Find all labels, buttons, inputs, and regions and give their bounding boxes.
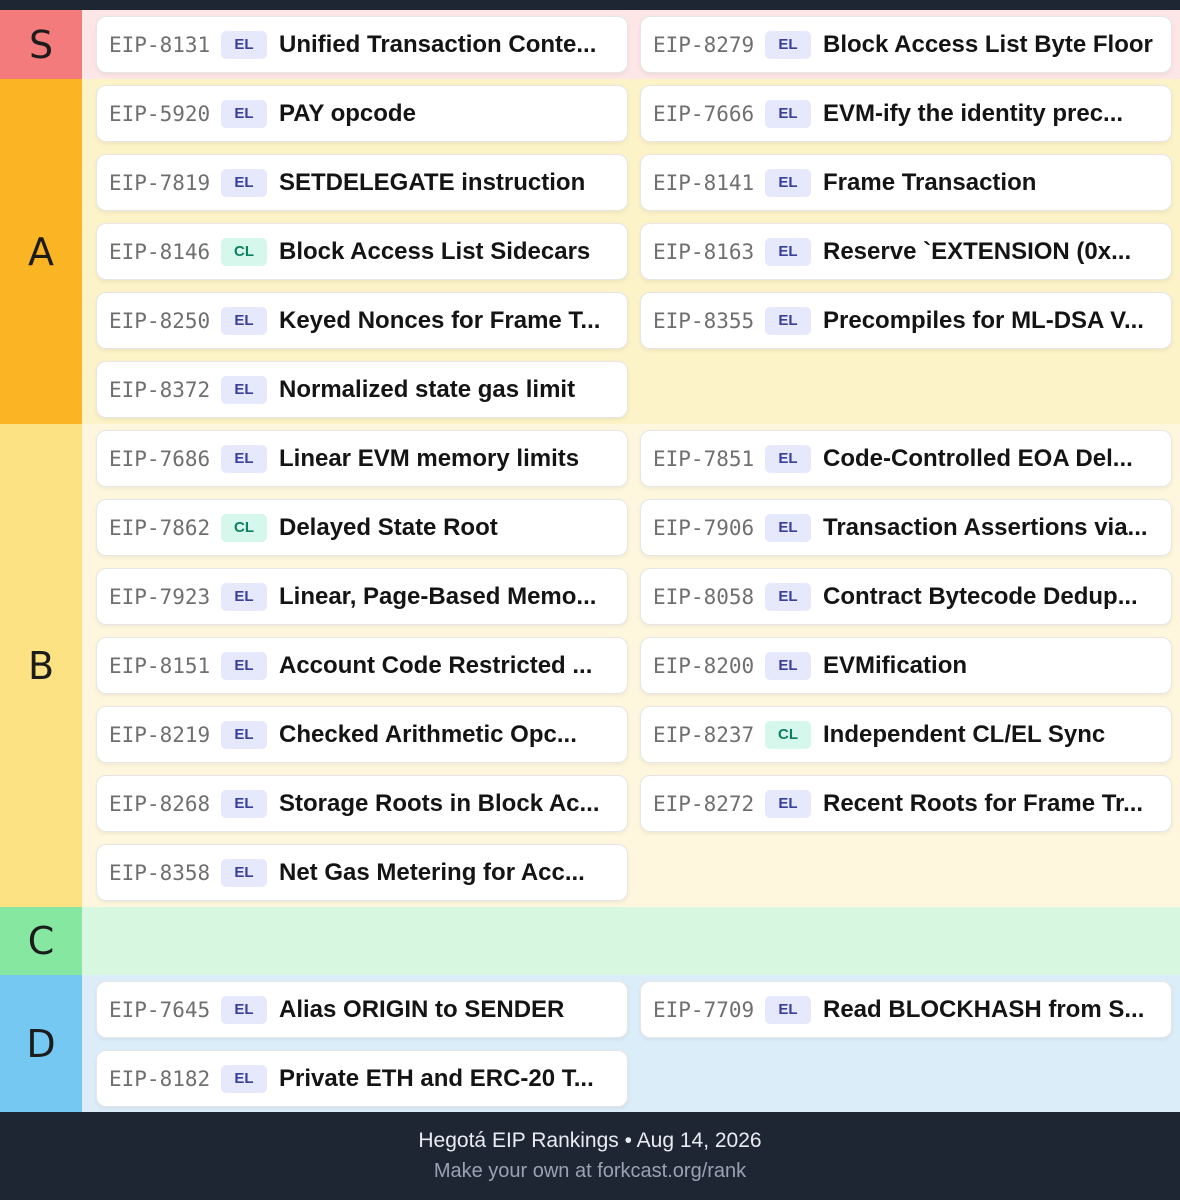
- layer-badge: EL: [221, 790, 267, 818]
- tier-b-row: [0, 424, 1180, 907]
- eip-title: SETDELEGATE instruction: [279, 168, 586, 196]
- layer-badge: EL: [221, 859, 267, 887]
- eip-number: EIP-8163: [653, 239, 755, 264]
- layer-badge: EL: [221, 307, 267, 335]
- eip-number: EIP-8237: [653, 722, 755, 747]
- layer-badge: CL: [221, 514, 267, 542]
- eip-card[interactable]: [640, 154, 1172, 211]
- eip-number: EIP-8268: [109, 791, 211, 816]
- eip-number: EIP-7645: [109, 997, 211, 1022]
- eip-number: EIP-7666: [653, 101, 755, 126]
- eip-card[interactable]: [640, 85, 1172, 142]
- eip-number: EIP-8250: [109, 308, 211, 333]
- eip-number: EIP-8219: [109, 722, 211, 747]
- eip-title: Read BLOCKHASH from S...: [823, 995, 1145, 1023]
- layer-badge: EL: [765, 31, 811, 59]
- layer-badge: EL: [765, 238, 811, 266]
- layer-badge: EL: [221, 376, 267, 404]
- eip-title: Net Gas Metering for Acc...: [279, 858, 585, 886]
- layer-badge: CL: [765, 721, 811, 749]
- eip-card[interactable]: [640, 16, 1172, 73]
- tier-a-cards: [82, 79, 1180, 424]
- eip-number: EIP-7819: [109, 170, 211, 195]
- eip-card[interactable]: [96, 292, 628, 349]
- eip-number: EIP-8131: [109, 32, 211, 57]
- eip-card[interactable]: [96, 981, 628, 1038]
- eip-card[interactable]: [96, 568, 628, 625]
- eip-number: EIP-7686: [109, 446, 211, 471]
- eip-card[interactable]: [640, 981, 1172, 1038]
- eip-number: EIP-8182: [109, 1066, 211, 1091]
- eip-title: Checked Arithmetic Opc...: [279, 720, 577, 748]
- eip-number: EIP-8355: [653, 308, 755, 333]
- layer-badge: EL: [765, 790, 811, 818]
- eip-card[interactable]: [640, 292, 1172, 349]
- eip-card[interactable]: [640, 223, 1172, 280]
- eip-card[interactable]: [640, 499, 1172, 556]
- layer-badge: EL: [765, 996, 811, 1024]
- footer-link-text[interactable]: Make your own at forkcast.org/rank: [433, 1160, 747, 1182]
- eip-title: Independent CL/EL Sync: [823, 720, 1106, 748]
- eip-title: Unified Transaction Conte...: [279, 30, 597, 58]
- tier-b-cards: [82, 424, 1180, 907]
- eip-title: EVM-ify the identity prec...: [823, 99, 1124, 127]
- eip-card[interactable]: [96, 1050, 628, 1107]
- tier-a-row: [0, 79, 1180, 424]
- eip-title: Precompiles for ML-DSA V...: [823, 306, 1144, 334]
- eip-card[interactable]: [640, 637, 1172, 694]
- eip-card[interactable]: [96, 361, 628, 418]
- eip-title: Contract Bytecode Dedup...: [823, 582, 1138, 610]
- eip-card[interactable]: [96, 223, 628, 280]
- eip-title: Delayed State Root: [279, 513, 498, 541]
- eip-number: EIP-7923: [109, 584, 211, 609]
- footer: [0, 1112, 1180, 1200]
- eip-title: Storage Roots in Block Ac...: [279, 789, 600, 817]
- eip-title: Frame Transaction: [823, 168, 1037, 196]
- eip-title: Reserve `EXTENSION (0x...: [823, 237, 1132, 265]
- tier-c-cards: [82, 907, 1180, 975]
- eip-number: EIP-7851: [653, 446, 755, 471]
- eip-title: Linear, Page-Based Memo...: [279, 582, 597, 610]
- eip-title: Recent Roots for Frame Tr...: [823, 789, 1144, 817]
- eip-card[interactable]: [96, 85, 628, 142]
- layer-badge: EL: [221, 1065, 267, 1093]
- eip-card[interactable]: [96, 844, 628, 901]
- eip-card[interactable]: [640, 775, 1172, 832]
- eip-title: Keyed Nonces for Frame T...: [279, 306, 601, 334]
- layer-badge: EL: [765, 445, 811, 473]
- tier-d-cards: [82, 975, 1180, 1112]
- top-strip: [0, 0, 1180, 10]
- eip-title: EVMification: [823, 651, 968, 679]
- eip-number: EIP-8279: [653, 32, 755, 57]
- layer-badge: EL: [765, 169, 811, 197]
- eip-title: Account Code Restricted ...: [279, 651, 593, 679]
- tier-c-label: C: [0, 907, 82, 975]
- eip-title: Private ETH and ERC-20 T...: [279, 1064, 594, 1092]
- tier-a-label: A: [0, 79, 82, 424]
- layer-badge: CL: [221, 238, 267, 266]
- eip-card[interactable]: [96, 637, 628, 694]
- eip-card[interactable]: [640, 430, 1172, 487]
- eip-card[interactable]: [96, 499, 628, 556]
- eip-title: Transaction Assertions via...: [823, 513, 1148, 541]
- eip-title: Linear EVM memory limits: [279, 444, 580, 472]
- layer-badge: EL: [221, 31, 267, 59]
- tier-s-label: S: [0, 10, 82, 79]
- eip-title: Code-Controlled EOA Del...: [823, 444, 1133, 472]
- eip-card[interactable]: [640, 568, 1172, 625]
- layer-badge: EL: [765, 583, 811, 611]
- eip-title: Block Access List Byte Floor: [823, 30, 1153, 58]
- layer-badge: EL: [765, 514, 811, 542]
- tier-s-row: [0, 10, 1180, 79]
- eip-number: EIP-5920: [109, 101, 211, 126]
- layer-badge: EL: [221, 169, 267, 197]
- layer-badge: EL: [221, 996, 267, 1024]
- footer-title: Hegotá EIP Rankings • Aug 14, 2026: [418, 1129, 762, 1152]
- eip-number: EIP-8200: [653, 653, 755, 678]
- eip-card[interactable]: [96, 154, 628, 211]
- eip-number: EIP-8272: [653, 791, 755, 816]
- eip-number: EIP-8141: [653, 170, 755, 195]
- eip-title: Block Access List Sidecars: [279, 237, 591, 265]
- eip-number: EIP-8058: [653, 584, 755, 609]
- eip-number: EIP-8146: [109, 239, 211, 264]
- eip-number: EIP-7709: [653, 997, 755, 1022]
- eip-card[interactable]: [96, 430, 628, 487]
- eip-card[interactable]: [96, 775, 628, 832]
- eip-title: PAY opcode: [279, 99, 416, 127]
- eip-number: EIP-7906: [653, 515, 755, 540]
- layer-badge: EL: [765, 307, 811, 335]
- eip-number: EIP-8151: [109, 653, 211, 678]
- tier-d-row: [0, 975, 1180, 1112]
- eip-title: Alias ORIGIN to SENDER: [279, 995, 565, 1023]
- layer-badge: EL: [221, 721, 267, 749]
- layer-badge: EL: [221, 445, 267, 473]
- layer-badge: EL: [221, 100, 267, 128]
- eip-number: EIP-7862: [109, 515, 211, 540]
- layer-badge: EL: [765, 100, 811, 128]
- tier-c-row: [0, 907, 1180, 975]
- eip-card[interactable]: [96, 706, 628, 763]
- eip-title: Normalized state gas limit: [279, 375, 576, 403]
- tier-s-cards: [82, 10, 1180, 79]
- eip-number: EIP-8372: [109, 377, 211, 402]
- layer-badge: EL: [765, 652, 811, 680]
- layer-badge: EL: [221, 652, 267, 680]
- tier-d-label: D: [0, 975, 82, 1112]
- layer-badge: EL: [221, 583, 267, 611]
- eip-card[interactable]: [96, 16, 628, 73]
- eip-card[interactable]: [640, 706, 1172, 763]
- eip-number: EIP-8358: [109, 860, 211, 885]
- tier-b-label: B: [0, 424, 82, 907]
